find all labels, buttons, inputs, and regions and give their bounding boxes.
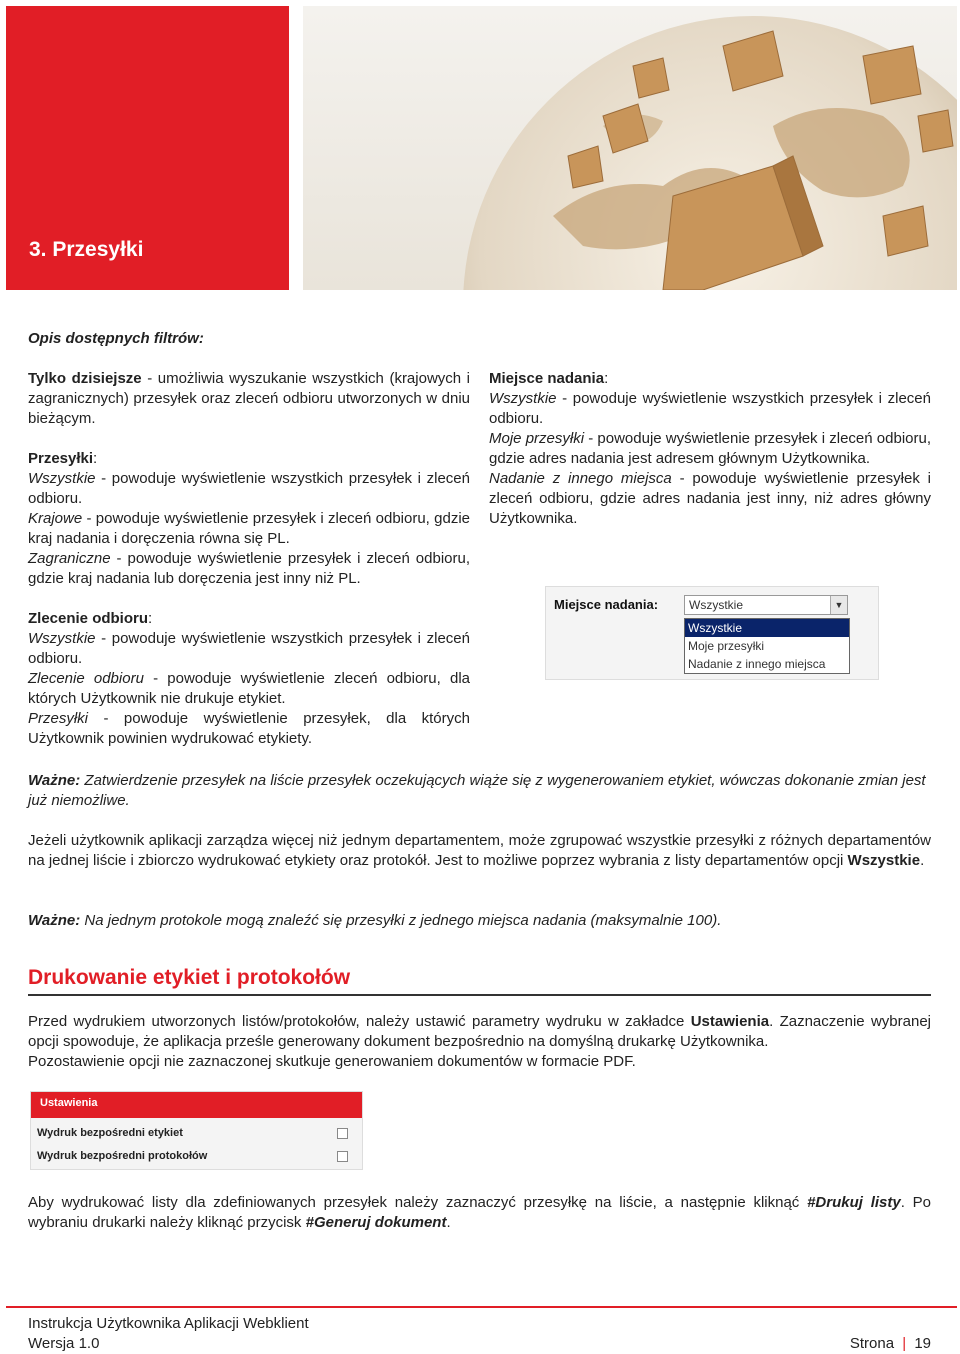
- option-all[interactable]: Wszystkie: [685, 619, 849, 637]
- page-separator: |: [902, 1335, 907, 1352]
- place-select[interactable]: Wszystkie ▼: [684, 595, 848, 615]
- option-mine[interactable]: Moje przesyłki: [688, 639, 765, 653]
- place-dropdown-screenshot: [545, 586, 879, 680]
- important-note-2: Ważne: Na jednym protokole mogą znaleźć się przesyłki z jednego miejsca nadania (maksymalnie 100).: [28, 912, 722, 929]
- settings-header: Ustawienia: [31, 1092, 362, 1118]
- printing-heading: Drukowanie etykiet i protokołów: [28, 966, 931, 996]
- filter-shipments-all: Wszystkie - powoduje wyświetlenie wszystkich przesyłek i zleceń odbioru.: [28, 470, 470, 507]
- filters-heading: Opis dostępnych filtrów:: [28, 330, 204, 347]
- chapter-title: 3. Przesyłki: [29, 238, 144, 261]
- shipments-heading: Przesyłki:: [28, 450, 98, 467]
- page-number: 19: [914, 1335, 931, 1352]
- chevron-down-icon[interactable]: ▼: [830, 596, 847, 614]
- filter-place-mine: Moje przesyłki - powoduje wyświetlenie przesyłek i zleceń odbioru, gdzie adres nadania jest adresem głównym Użytkownika.: [489, 430, 931, 467]
- right-column: [489, 369, 931, 529]
- filter-pickup-all: Wszystkie - powoduje wyświetlenie wszystkich przesyłek i zleceń odbioru.: [28, 630, 470, 667]
- globe-boxes-illustration: [303, 6, 957, 290]
- filter-pickup-order: Zlecenie odbioru - powoduje wyświetlenie zleceń odbioru, dla których Użytkownik nie drukuje etykiet.: [28, 670, 470, 707]
- pickup-heading: Zlecenie odbioru:: [28, 610, 153, 627]
- footer-title: Instrukcja Użytkownika Aplikacji Webklient: [28, 1315, 309, 1332]
- chapter-banner: [6, 6, 289, 290]
- printing-paragraph-1: Przed wydrukiem utworzonych listów/protokołów, należy ustawić parametry wydruku w zakładce Ustawienia. Zaznaczenie wybranej opcji spowoduje, że aplikacja prześle generowany dokument bezpośrednio na domyślną drukarkę Użytkownika.: [28, 1013, 931, 1050]
- important-note-1: Ważne: Zatwierdzenie przesyłek na liście przesyłek oczekujących wiąże się z wygenerowaniem etykiet, wówczas dokonanie zmian jest już niemożliwe.: [28, 772, 926, 809]
- printing-paragraph-2: Aby wydrukować listy dla zdefiniowanych przesyłek należy zaznaczyć przesyłkę na liście, a następnie kliknąć #Drukuj listy. Po wybraniu drukarki należy kliknąć przycisk #Generuj dokument.: [28, 1194, 932, 1231]
- filter-place-all: Wszystkie - powoduje wyświetlenie wszystkich przesyłek i zleceń odbioru.: [489, 390, 931, 427]
- printing-paragraph-1-pdf: Pozostawienie opcji nie zaznaczonej skutkuje generowaniem dokumentów w formacie PDF.: [28, 1053, 636, 1070]
- direct-print-labels-checkbox[interactable]: [337, 1128, 348, 1139]
- footer-version: Wersja 1.0: [28, 1335, 100, 1352]
- footer-left: [28, 1314, 309, 1354]
- option-other[interactable]: Nadanie z innego miejsca: [688, 657, 826, 671]
- place-options-list: [684, 618, 850, 674]
- filter-foreign: Zagraniczne - powoduje wyświetlenie przesyłek i zleceń odbioru, gdzie kraj nadania lub doręczenia jest inny niż PL.: [28, 550, 470, 587]
- settings-screenshot: [30, 1091, 363, 1170]
- departments-paragraph: Jeżeli użytkownik aplikacji zarządza więcej niż jednym departamentem, może zgrupować wszystkie przesyłki z różnych departamentów na jednej liście i zbiorczo wydrukować etykiety oraz protokół. Jest to możliwe poprzez wybrania z listy departamentów opcji Wszystkie.: [28, 832, 931, 869]
- direct-print-protocols-label: Wydruk bezpośredni protokołów: [37, 1150, 208, 1162]
- direct-print-labels-label: Wydruk bezpośredni etykiet: [37, 1127, 183, 1139]
- filter-domestic: Krajowe - powoduje wyświetlenie przesyłek i zleceń odbioru, gdzie kraj nadania i doręczenia równa się PL.: [28, 510, 470, 547]
- dropdown-label: Miejsce nadania:: [554, 597, 659, 612]
- filter-parcels: Przesyłki - powoduje wyświetlenie przesyłek, dla których Użytkownik powinien wydrukować etykiety.: [28, 710, 470, 747]
- page-label: Strona: [849, 1335, 895, 1352]
- filter-today: Tylko dzisiejsze - umożliwia wyszukanie wszystkich (krajowych i zagranicznych) przesyłek oraz zleceń odbioru utworzonych w dniu bieżącym.: [28, 370, 471, 427]
- place-heading: Miejsce nadania:: [489, 370, 609, 387]
- direct-print-protocols-checkbox[interactable]: [337, 1151, 348, 1162]
- filter-place-other: Nadanie z innego miejsca - powoduje wyświetlenie przesyłek i zleceń odbioru, gdzie adres nadania jest inny, niż adres główny Użytkownika.: [489, 470, 931, 527]
- left-column: [28, 369, 470, 749]
- footer-page: [850, 1334, 931, 1354]
- footer-divider: [6, 1306, 957, 1308]
